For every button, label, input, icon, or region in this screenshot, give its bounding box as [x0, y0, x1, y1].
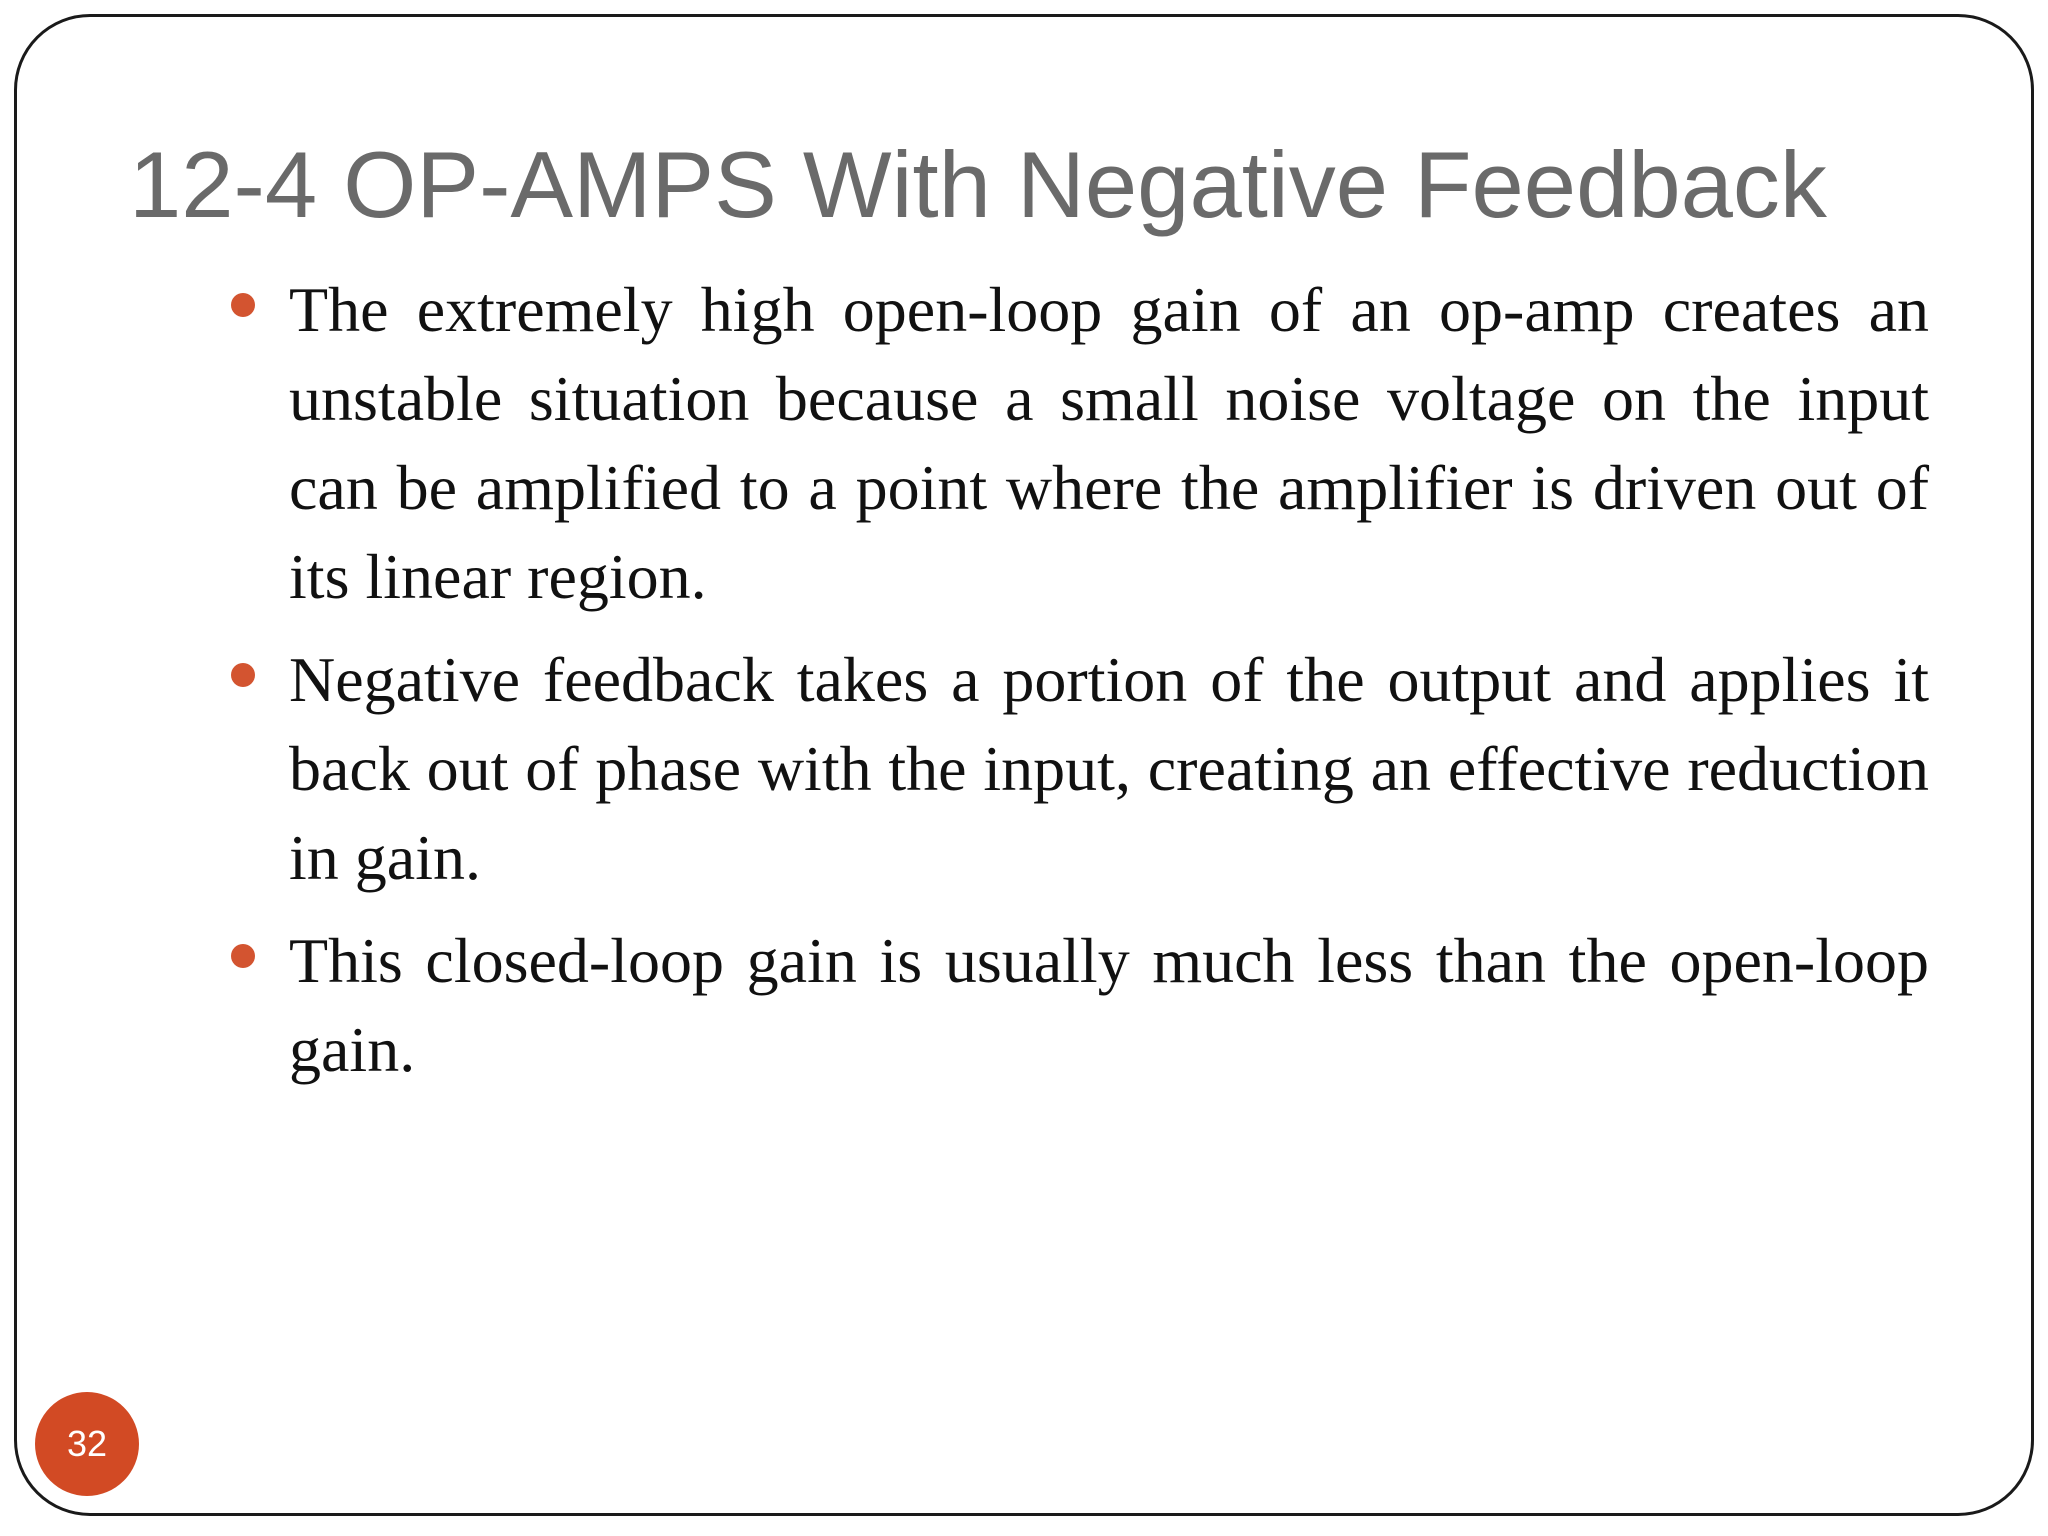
bullet-item [289, 265, 1929, 621]
slide [14, 14, 2034, 1516]
slide-title: 12-4 OP-AMPS With Negative Feedback [129, 132, 1827, 237]
bullet-dot-icon [231, 663, 255, 687]
bullet-text: This closed-loop gain is usually much less than the open-loop gain. [289, 925, 1929, 1085]
bullet-dot-icon [231, 293, 255, 317]
bullet-item [289, 635, 1929, 902]
bullet-text: The extremely high open-loop gain of an op-amp creates an unstable situation because a small noise voltage on the input can be amplified to a point where the amplifier is driven out of its linear region. [289, 274, 1929, 612]
bullet-list [289, 265, 1929, 1108]
slide-number-badge: 32 [35, 1392, 139, 1496]
bullet-text: Negative feedback takes a portion of the output and applies it back out of phase with the input, creating an effective reduction in gain. [289, 644, 1929, 893]
bullet-item [289, 916, 1929, 1094]
bullet-dot-icon [231, 944, 255, 968]
